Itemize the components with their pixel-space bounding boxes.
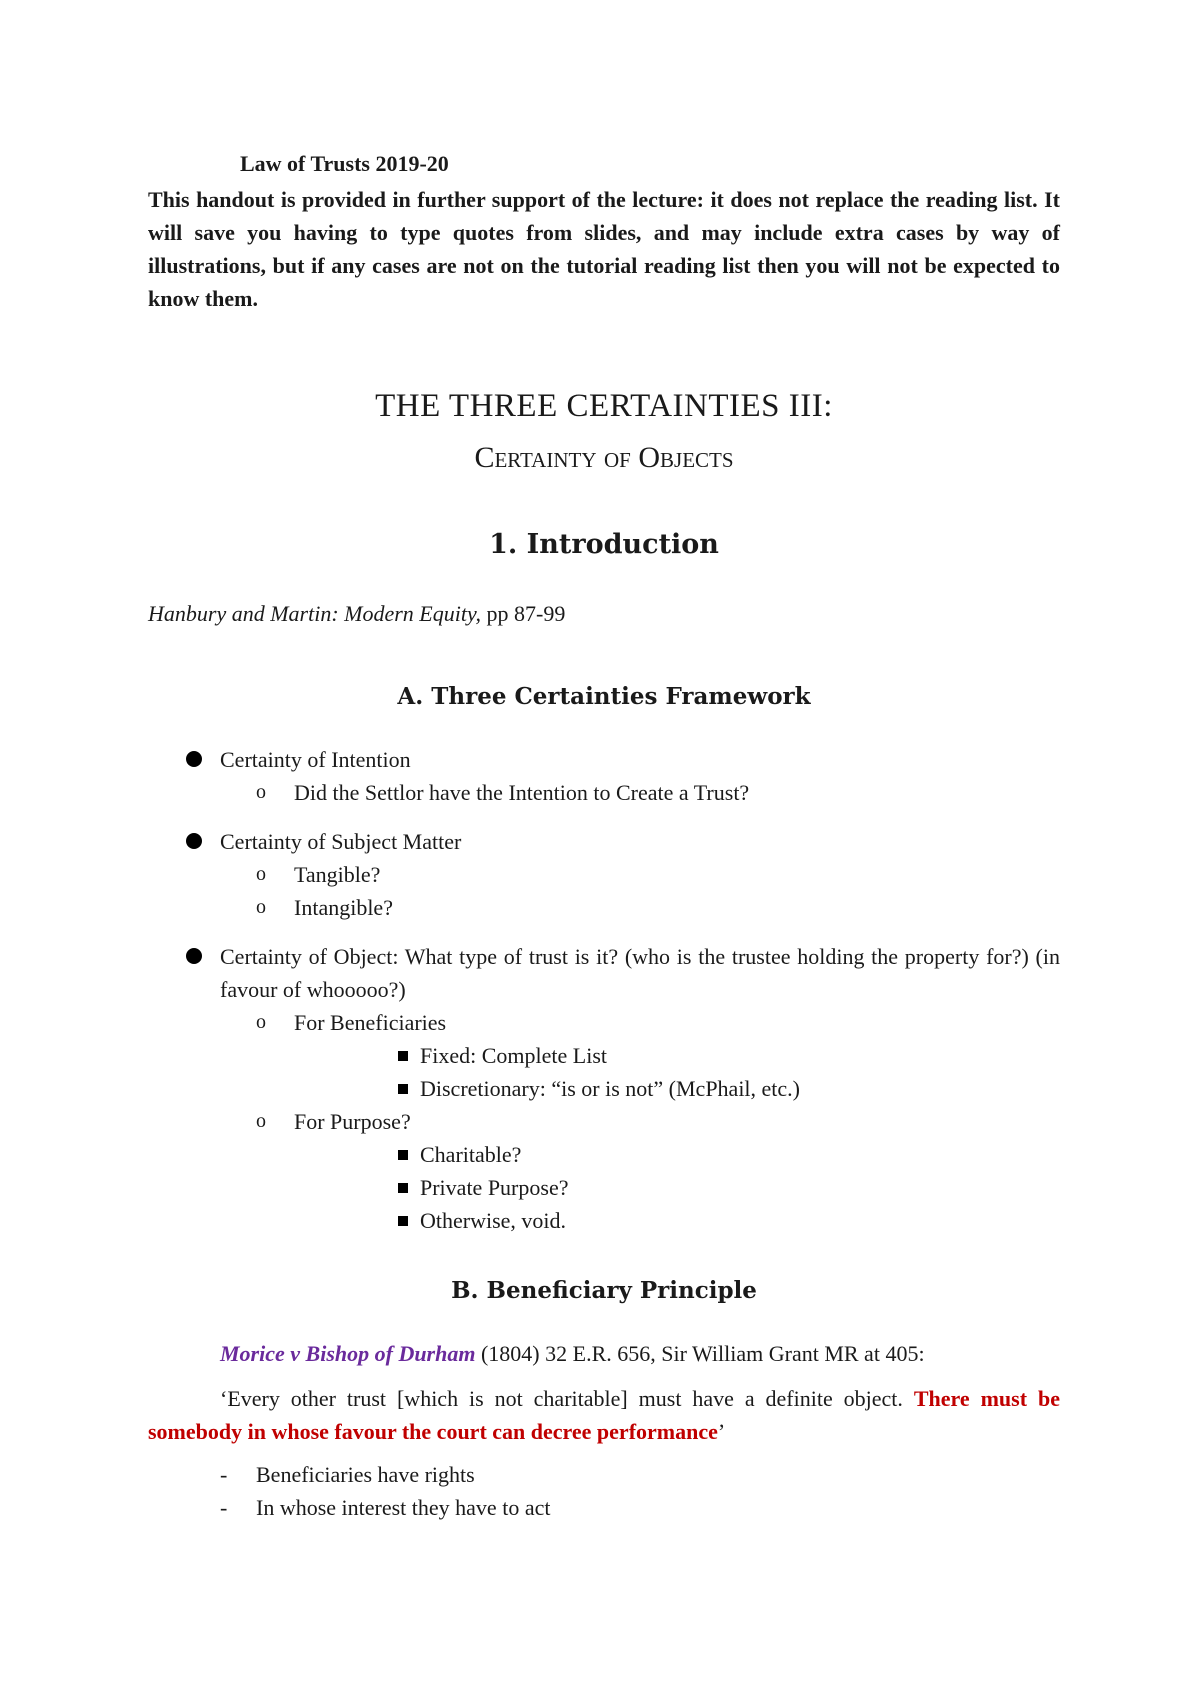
circle-bullet-icon: o (256, 781, 266, 803)
sub-list-item-label: Did the Settlor have the Intention to Create a Trust? (294, 780, 750, 805)
sub-sub-list-item-label: Private Purpose? (420, 1175, 569, 1200)
square-bullet-icon (398, 1150, 408, 1160)
list-item (148, 1458, 1060, 1491)
sub-sub-list-item (222, 1072, 1060, 1105)
sub-list-item-label: Tangible? (294, 862, 381, 887)
square-bullet-icon (398, 1051, 408, 1061)
list-item-label: Certainty of Subject Matter (220, 829, 462, 854)
reading-pages: pp 87-99 (481, 601, 566, 626)
section-heading-beneficiary-principle: B. Beneficiary Principle (451, 1277, 757, 1304)
course-title: Law of Trusts 2019-20 (240, 151, 449, 176)
sub-list (220, 1006, 1060, 1237)
sub-sub-list-item-label: Fixed: Complete List (420, 1043, 607, 1068)
sub-list (220, 858, 1060, 924)
square-bullet-icon (398, 1183, 408, 1193)
framework-list (148, 743, 1060, 1237)
sub-sub-list-item-label: Discretionary: “is or is not” (McPhail, etc.) (420, 1076, 801, 1101)
circle-bullet-icon: o (256, 1110, 266, 1132)
list-item (148, 825, 1060, 924)
sub-sub-list (222, 1138, 1060, 1237)
list-item (148, 1491, 1060, 1524)
list-item (148, 743, 1060, 809)
sub-sub-list-item-label: Charitable? (420, 1142, 522, 1167)
quote-close: ’ (717, 1419, 726, 1444)
document-page (148, 148, 1060, 1524)
main-title: THE THREE CERTAINTIES III: (375, 388, 833, 424)
list-item-label: Beneficiaries have rights (256, 1462, 475, 1487)
sub-list-item (148, 1006, 1060, 1105)
sub-title: Certainty of Objects (474, 441, 734, 474)
circle-bullet-icon: o (256, 863, 266, 885)
sub-sub-list (222, 1039, 1060, 1105)
points-list (148, 1458, 1060, 1524)
quote-plain-text: ‘Every other trust [which is not charitable] must have a definite object. (220, 1386, 914, 1411)
sub-list-item (148, 776, 1060, 809)
reading-reference (148, 599, 1060, 629)
circle-bullet-icon: o (256, 896, 266, 918)
bullet-dot-icon (186, 948, 202, 964)
case-reference (148, 1337, 1060, 1370)
sub-sub-list-item-label: Otherwise, void. (420, 1208, 567, 1233)
case-citation: (1804) 32 E.R. 656, Sir William Grant MR at 405: (475, 1341, 925, 1366)
sub-list-item-label: Intangible? (294, 895, 393, 920)
sub-list-item (148, 891, 1060, 924)
case-name: Morice v Bishop of Durham (220, 1341, 476, 1366)
sub-sub-list-item (222, 1204, 1060, 1237)
quote-emphasis: There must be somebody in whose favour the court can decree performance (148, 1386, 1060, 1444)
sub-sub-list-item (222, 1138, 1060, 1171)
sub-list (220, 776, 1060, 809)
square-bullet-icon (398, 1216, 408, 1226)
bullet-dot-icon (186, 751, 202, 767)
sub-sub-list-item (222, 1039, 1060, 1072)
list-item-label: Certainty of Object: What type of trust is it? (who is the trustee holding the property for?) (in favour of whooooo?) (220, 944, 1060, 1002)
intro-note: This handout is provided in further support of the lecture: it does not replace the reading list. It will save you having to type quotes from slides, and may include extra cases by way of illustrations, but if any cases are not on the tutorial reading list then you will not be expected to know them. (148, 187, 1060, 311)
sub-list-item (148, 858, 1060, 891)
sub-list-item-label: For Purpose? (294, 1109, 411, 1134)
square-bullet-icon (398, 1084, 408, 1094)
sub-list-item-label: For Beneficiaries (294, 1010, 447, 1035)
sub-list-item (148, 1105, 1060, 1237)
case-quote (148, 1382, 1060, 1448)
dash-bullet-icon: - (220, 1495, 228, 1520)
section-heading-introduction: 1. Introduction (489, 529, 719, 560)
circle-bullet-icon: o (256, 1011, 266, 1033)
list-item-label: Certainty of Intention (220, 747, 411, 772)
dash-bullet-icon: - (220, 1462, 228, 1487)
reading-book-title: Hanbury and Martin: Modern Equity, (148, 601, 482, 626)
list-item-label: In whose interest they have to act (256, 1495, 551, 1520)
bullet-dot-icon (186, 833, 202, 849)
list-item (148, 940, 1060, 1237)
section-heading-framework: A. Three Certainties Framework (397, 683, 811, 710)
sub-sub-list-item (222, 1171, 1060, 1204)
